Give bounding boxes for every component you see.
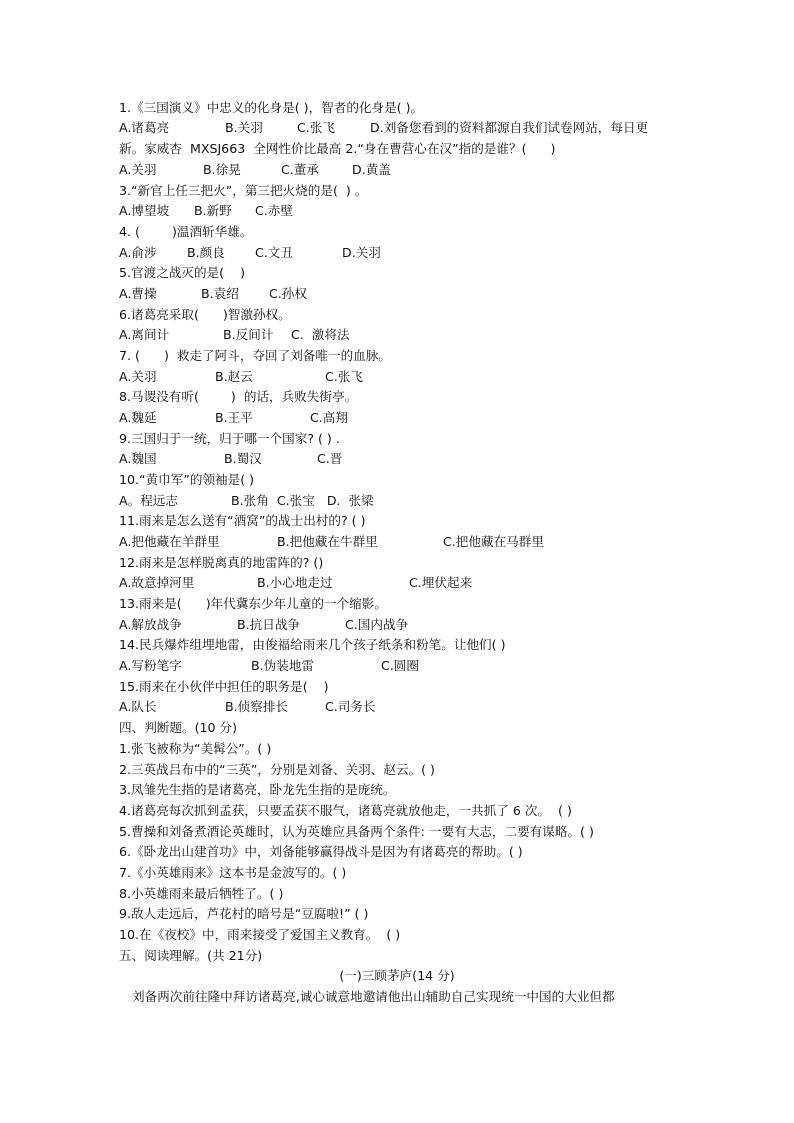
q4-option-a: A.俞涉 bbox=[119, 245, 157, 260]
q9-option-b: B.蜀汉 bbox=[224, 451, 262, 466]
question-1-stem: 1.《三国演义》中忠义的化身是( )，智者的化身是( )。 bbox=[119, 100, 424, 115]
q2-option-b: B.徐晃 bbox=[203, 162, 241, 177]
q2-option-d: D.黄盖 bbox=[352, 162, 391, 177]
q6-option-a: A.离间计 bbox=[119, 327, 170, 342]
judgement-item: 8.小英雄雨来最后牺牲了。( ) bbox=[119, 886, 284, 901]
judgement-item: 3.凤雏先生指的是诸葛亮，卧龙先生指的是庞统。 bbox=[119, 782, 396, 797]
reading-paragraph: 刘备两次前往隆中拜访诸葛亮,诚心诚意地邀请他出山辅助自己实现统一中国的大业但都 bbox=[132, 989, 615, 1004]
question-13-stem: 13.雨来是( )年代冀东少年儿童的一个缩影。 bbox=[119, 596, 387, 611]
q14-option-c: C.圆圈 bbox=[381, 658, 419, 673]
judgement-item: 9.敌人走远后，芦花村的暗号是“豆腐啦!” ( ) bbox=[119, 906, 369, 921]
question-3-stem: 3.“新官上任三把火”，第三把火烧的是( ) 。 bbox=[119, 183, 368, 198]
question-9-options bbox=[119, 450, 699, 468]
section-4-heading: 四、判断题。(10 分) bbox=[119, 720, 238, 735]
question-3-options bbox=[119, 202, 699, 220]
question-11-stem: 11.雨来是怎么送有“酒窝”的战士出村的? ( ) bbox=[119, 513, 366, 528]
question-14-stem: 14.民兵爆炸组埋地雷，由俊福给雨来几个孩子纸条和粉笔。让他们( ) bbox=[119, 637, 506, 652]
question-14-options bbox=[119, 657, 699, 675]
question-12-stem: 12.雨来是怎样脱离真的地雷阵的? () bbox=[119, 555, 324, 570]
q15-option-a: A.队长 bbox=[119, 699, 157, 714]
q13-option-b: B.抗日战争 bbox=[237, 617, 301, 632]
q11-option-c: C.把他藏在马群里 bbox=[443, 534, 544, 549]
question-5-stem: 5.官渡之战灭的是( ) bbox=[119, 265, 246, 280]
question-9-stem: 9.三国归于一统，归于哪一个国家? ( ) . bbox=[119, 431, 340, 446]
q14-option-a: A.写粉笔字 bbox=[119, 658, 182, 673]
q13-option-a: A.解放战争 bbox=[119, 617, 182, 632]
section-5-heading: 五、阅读理解。(共 21分) bbox=[119, 948, 263, 963]
q12-option-c: C.埋伏起来 bbox=[409, 575, 473, 590]
question-4-options bbox=[119, 244, 699, 262]
reading-subtitle: (一)三顾茅庐(14 分) bbox=[339, 968, 455, 983]
question-4-stem: 4. ( )温酒斩华雄。 bbox=[119, 224, 253, 239]
question-15-stem: 15.雨来在小伙伴中担任的职务是( ) bbox=[119, 679, 329, 694]
q4-option-b: B.颜良 bbox=[187, 245, 225, 260]
q3-option-b: B.新野 bbox=[194, 203, 232, 218]
q3-option-c: C.赤壁 bbox=[255, 203, 293, 218]
question-1-options bbox=[119, 119, 699, 137]
judgement-item: 1.张飞被称为“美髯公”。( ) bbox=[119, 741, 272, 756]
question-8-options bbox=[119, 409, 699, 427]
q6-option-b: B.反间计 bbox=[223, 327, 274, 342]
q2-option-a: A.关羽 bbox=[119, 162, 157, 177]
q8-option-a: A.魏延 bbox=[119, 410, 157, 425]
question-7-stem: 7. ( ) 救走了阿斗，夺回了刘备唯一的血脉。 bbox=[119, 348, 391, 363]
question-8-stem: 8.马谡没有听( ) 的话，兵败失街亭。 bbox=[119, 389, 358, 404]
question-11-options bbox=[119, 533, 699, 551]
question-10-stem: 10.“黄巾军”的领袖是( ) bbox=[119, 472, 255, 487]
q1-option-d: D.刘备您看到的资料都源自我们试卷网站，每日更 bbox=[370, 120, 649, 135]
question-1-tail-and-question-2-stem: 新。家威杏 MXSJ663 全网性价比最高 2.“身在曹营心在汉”指的是谁？( ) bbox=[119, 141, 556, 156]
q12-option-a: A.故意掉河里 bbox=[119, 575, 195, 590]
judgement-item: 10.在《夜校》中，雨来接受了爱国主义教育。 ( ) bbox=[119, 927, 401, 942]
judgement-item: 6.《卧龙出山建首功》中，刘备能够赢得战斗是因为有诸葛亮的帮助。( ) bbox=[119, 844, 523, 859]
q15-option-c: C.司务长 bbox=[325, 699, 376, 714]
q9-option-a: A.魏国 bbox=[119, 451, 157, 466]
question-2-options bbox=[119, 161, 699, 179]
question-5-options bbox=[119, 285, 699, 303]
q9-option-c: C.晋 bbox=[317, 451, 343, 466]
q5-option-c: C.孙权 bbox=[269, 286, 307, 301]
q7-option-a: A.关羽 bbox=[119, 369, 157, 384]
question-6-options bbox=[119, 326, 699, 344]
q1-option-a: A.诸葛亮 bbox=[119, 120, 170, 135]
q11-option-b: B.把他藏在牛群里 bbox=[277, 534, 378, 549]
q5-option-b: B.袁绍 bbox=[201, 286, 239, 301]
question-7-options bbox=[119, 368, 699, 386]
q4-option-d: D.关羽 bbox=[342, 245, 381, 260]
q7-option-b: B.赵云 bbox=[215, 369, 253, 384]
q10-option-a: A。程远志 bbox=[119, 493, 178, 508]
question-12-options bbox=[119, 574, 699, 592]
q1-option-b: B.关羽 bbox=[225, 120, 263, 135]
q14-option-b: B.伪装地雷 bbox=[251, 658, 315, 673]
judgement-item: 5.曹操和刘备煮酒论英雄时，认为英雄应具备两个条件: 一要有大志，二要有谋略。( ) bbox=[119, 824, 594, 839]
q3-option-a: A.博望坡 bbox=[119, 203, 170, 218]
q2-option-c: C.董承 bbox=[281, 162, 319, 177]
q5-option-a: A.曹操 bbox=[119, 286, 157, 301]
q15-option-b: B.侦察排长 bbox=[225, 699, 289, 714]
judgement-item: 4.诸葛亮每次抓到孟获，只要孟获不服气，诸葛亮就放他走，一共抓了 6 次。 ( ) bbox=[119, 803, 572, 818]
q8-option-b: B.王平 bbox=[215, 410, 253, 425]
judgement-item: 7.《小英雄雨来》这本书是金波写的。( ) bbox=[119, 865, 347, 880]
q12-option-b: B.小心地走过 bbox=[257, 575, 333, 590]
question-13-options bbox=[119, 616, 699, 634]
q6-option-c: C. 激将法 bbox=[291, 327, 350, 342]
question-15-options bbox=[119, 698, 699, 716]
q7-option-c: C.张飞 bbox=[325, 369, 363, 384]
question-10-options bbox=[119, 492, 699, 510]
q11-option-a: A.把他藏在羊群里 bbox=[119, 534, 220, 549]
q10-options-bcd: B.张角 C.张宝 D. 张梁 bbox=[231, 493, 374, 508]
q1-option-c: C.张飞 bbox=[297, 120, 335, 135]
judgement-item: 2.三英战吕布中的“三英”，分别是刘备、关羽、赵云。( ) bbox=[119, 762, 435, 777]
question-6-stem: 6.诸葛亮采取( )智激孙权。 bbox=[119, 307, 291, 322]
q4-option-c: C.文丑 bbox=[255, 245, 293, 260]
q13-option-c: C.国内战争 bbox=[345, 617, 409, 632]
q8-option-c: C.高翔 bbox=[310, 410, 348, 425]
